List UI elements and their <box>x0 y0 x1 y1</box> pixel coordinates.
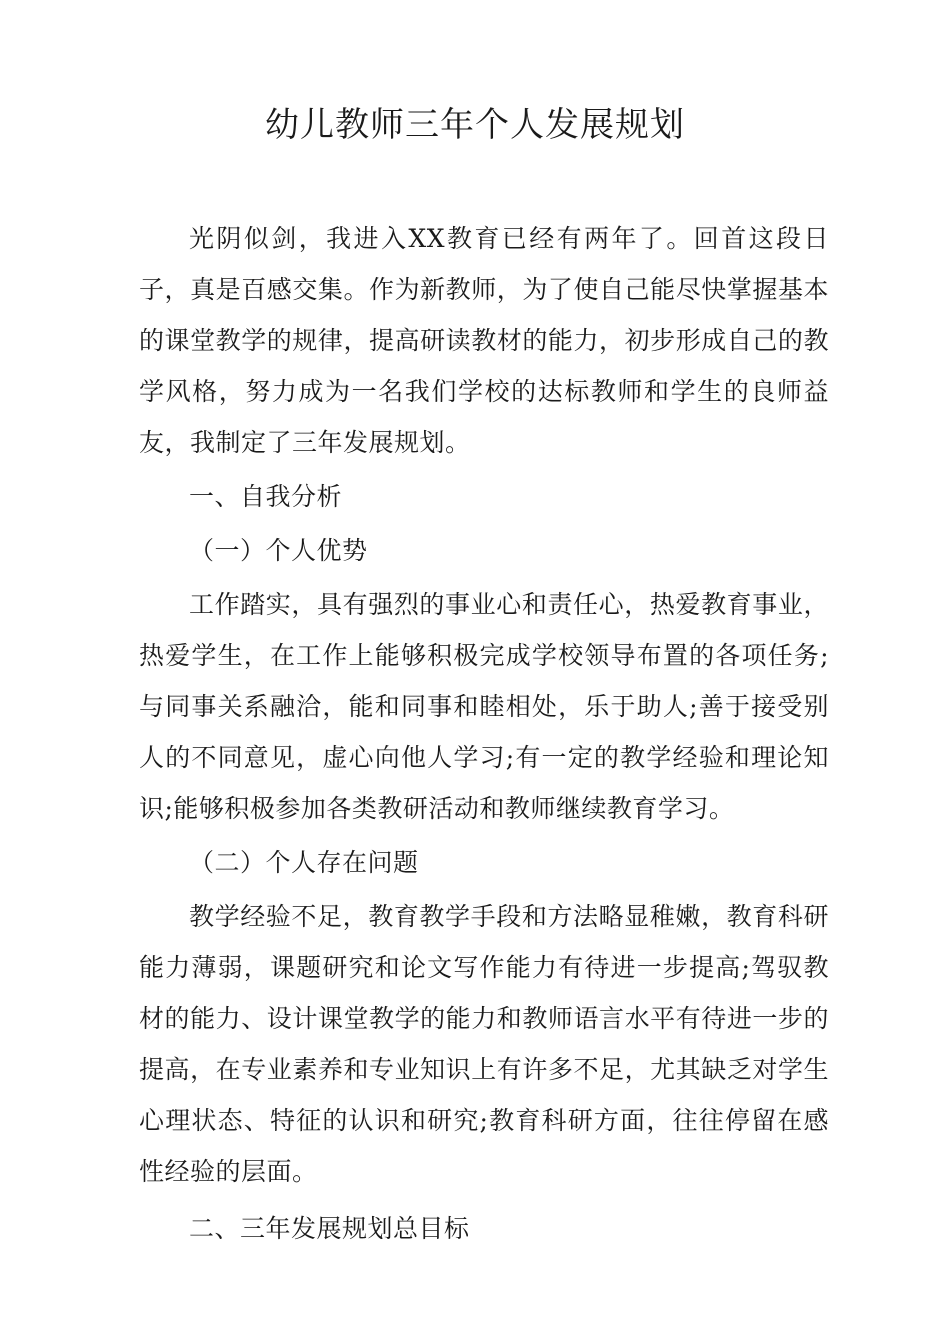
subsection-2-paragraph: 教学经验不足，教育教学手段和方法略显稚嫩，教育科研能力薄弱，课题研究和论文写作能力有待进一步提高;驾驭教材的能力、设计课堂教学的能力和教师语言水平有待进一步的提高，在专业素养和专业知识上有许多不足，尤其缺乏对学生心理状态、特征的认识和研究;教育科研方面，往往停留在感性经验的层面。 <box>139 902 829 1186</box>
document-body <box>139 213 829 1254</box>
subsection-1-paragraph: 工作踏实，具有强烈的事业心和责任心，热爱教育事业，热爱学生，在工作上能够积极完成学校领导布置的各项任务;与同事关系融洽，能和同事和睦相处，乐于助人;善于接受别人的不同意见，虚心向他人学习;有一定的教学经验和理论知识;能够积极参加各类教研活动和教师继续教育学习。 <box>139 590 829 823</box>
intro-paragraph: 光阴似剑，我进入XX教育已经有两年了。回首这段日子，真是百感交集。作为新教师，为了使自己能尽快掌握基本的课堂教学的规律，提高研读教材的能力，初步形成自己的教学风格，努力成为一名我们学校的达标教师和学生的良师益友，我制定了三年发展规划。 <box>139 224 829 457</box>
section-1-heading: 一、自我分析 <box>189 482 343 511</box>
document-title: 幼儿教师三年个人发展规划 <box>265 105 685 145</box>
subsection-2-heading: （二）个人存在问题 <box>189 848 419 877</box>
subsection-1-heading: （一）个人优势 <box>189 536 368 565</box>
section-2-heading: 二、三年发展规划总目标 <box>189 1214 470 1243</box>
